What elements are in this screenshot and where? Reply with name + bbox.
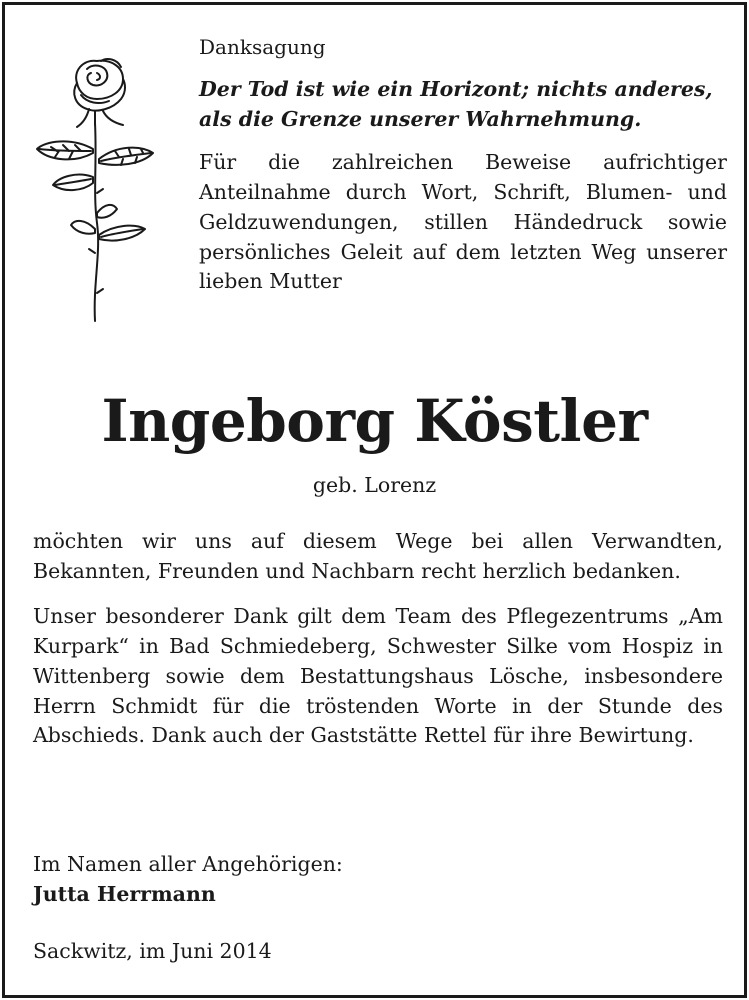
special-thanks-paragraph: Unser besonderer Dank gilt dem Team des Pflegezentrums „Am Kurpark“ in Bad Schmiedeberg, Schwester Silke vom Hospiz in Wittenberg sowie dem Bestattungshaus Lösche, insbesondere Herrn Schmidt für die tröstenden Worte in der Stunde des Abschieds. Dank auch der Gaststätte Rettel für ihre Bewirtung.: [33, 604, 723, 748]
signer-name: Jutta Herrmann: [33, 881, 216, 906]
thanks-paragraph: möchten wir uns auf diesem Wege bei allen Verwandten, Bekannten, Freunden und Nachbarn recht herzlich bedanken.: [33, 529, 723, 583]
birth-name: geb. Lorenz: [312, 473, 437, 497]
header-block: [199, 33, 727, 297]
place-date: Sackwitz, im Juni 2014: [33, 939, 272, 963]
on-behalf-line: Im Namen aller Angehörigen:: [33, 852, 343, 876]
obituary-card: [2, 2, 747, 998]
body-text: [33, 527, 723, 767]
intro-paragraph: Für die zahlreichen Beweise aufrichtiger Anteilnahme durch Wort, Schrift, Blumen- und Geldzuwendungen, stillen Händedruck sowie persönliches Geleit auf dem letzten Weg unserer lieben Mutter: [199, 150, 727, 294]
closing-block: [33, 850, 723, 909]
motto-quote: Der Tod ist wie ein Horizont; nichts anderes, als die Grenze unserer Wahrnehmung.: [199, 77, 713, 131]
deceased-name: Ingeborg Köstler: [101, 387, 648, 455]
rose-icon: [31, 53, 161, 328]
notice-label: Danksagung: [199, 35, 326, 59]
